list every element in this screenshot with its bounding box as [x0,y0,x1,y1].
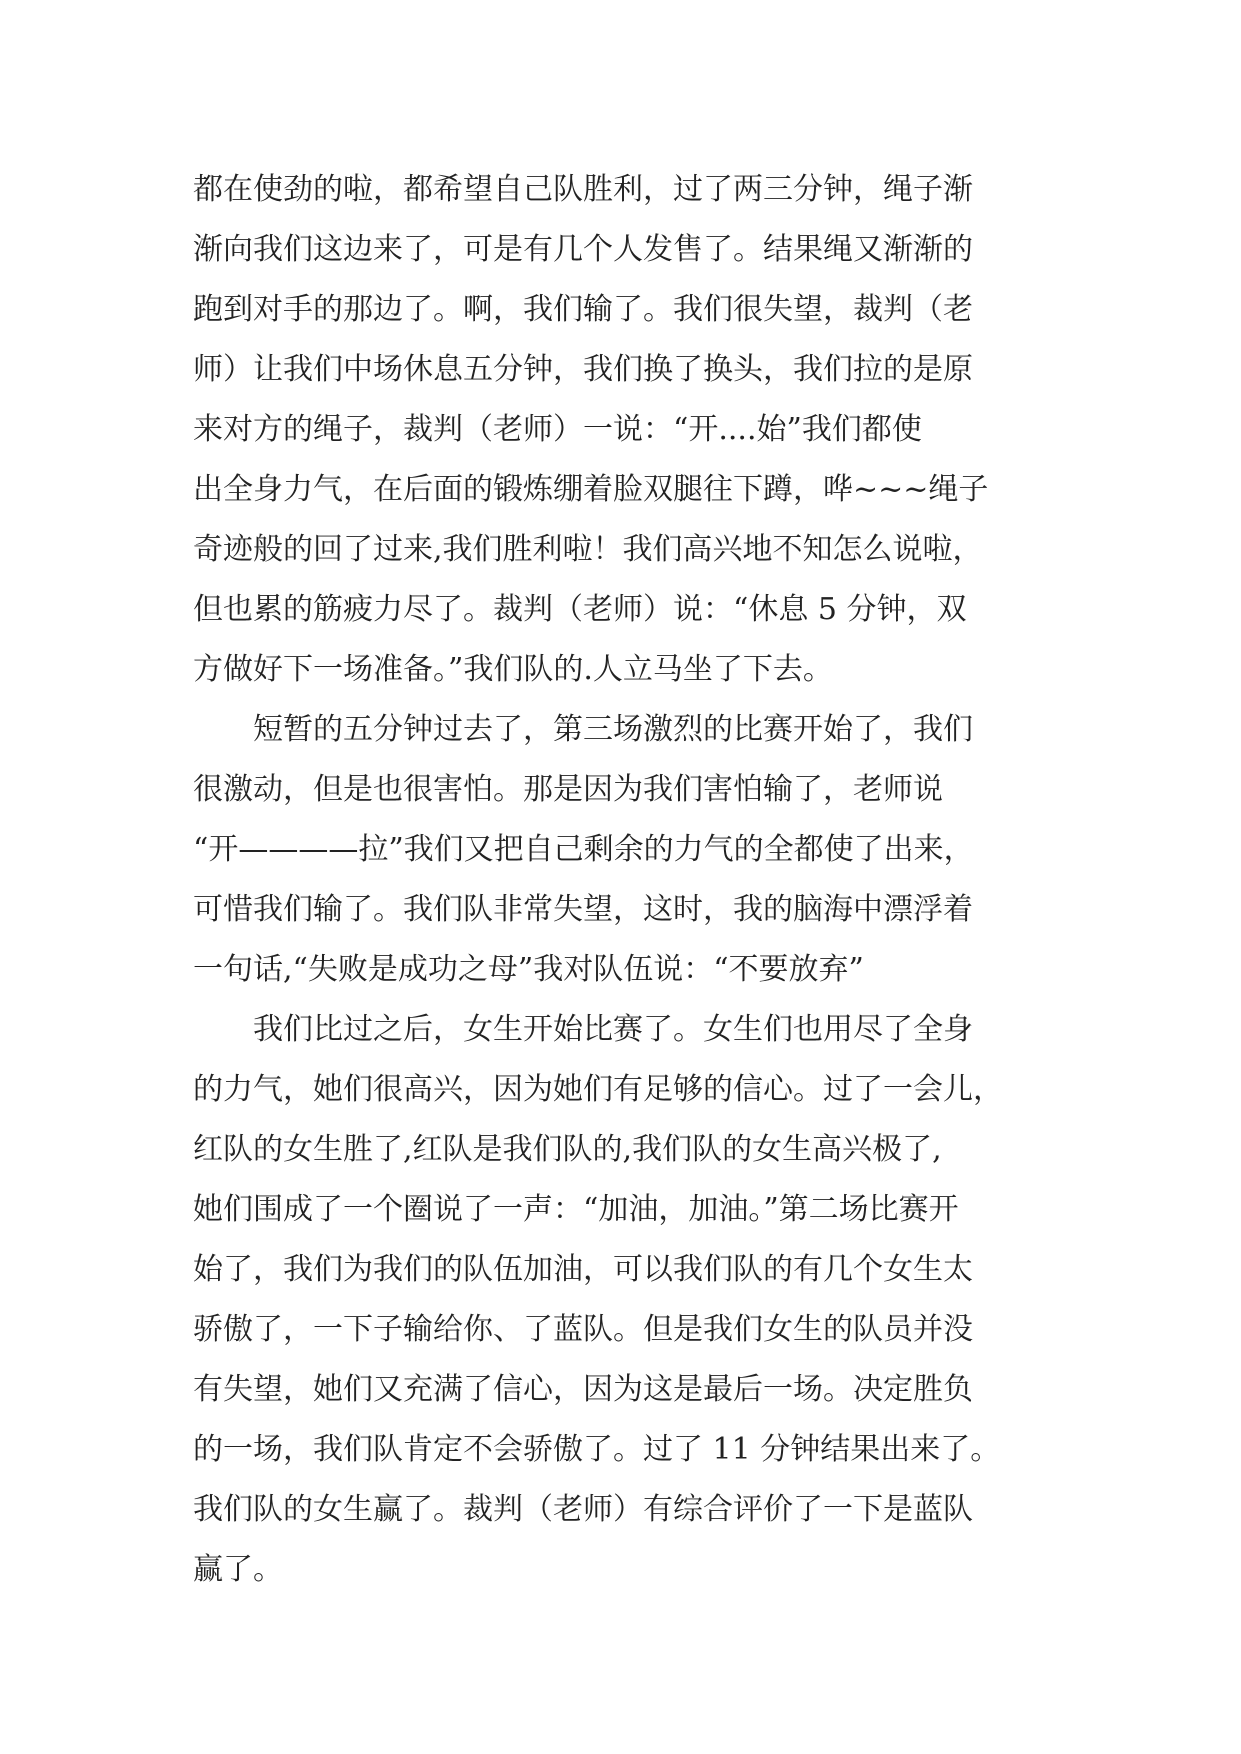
text-line: 师）让我们中场休息五分钟，我们换了换头，我们拉的是原 [193,352,973,387]
text-line: 我们比过之后，女生开始比赛了。女生们也用尽了全身 [193,1012,973,1047]
text-line: 她们围成了一个圈说了一声：“加油，加油。”第二场比赛开 [193,1192,959,1227]
text-line: 跑到对手的那边了。啊，我们输了。我们很失望，裁判（老 [193,292,973,327]
text-line: 方做好下一场准备。”我们队的.人立马坐了下去。 [193,652,833,687]
text-line: 都在使劲的啦，都希望自己队胜利，过了两三分钟，绳子渐 [193,172,973,207]
text-line: 有失望，她们又充满了信心，因为这是最后一场。决定胜负 [193,1372,973,1407]
text-line: 的力气，她们很高兴，因为她们有足够的信心。过了一会儿， [193,1072,1003,1107]
text-line: 渐向我们这边来了，可是有几个人发售了。结果绳又渐渐的 [193,232,973,267]
essay-body [193,160,1093,1600]
text-line: 红队的女生胜了,红队是我们队的,我们队的女生高兴极了, [193,1132,942,1167]
text-line: 出全身力气，在后面的锻炼绷着脸双腿往下蹲，哗~~~绳子 [193,472,989,507]
text-line: 奇迹般的回了过来,我们胜利啦！我们高兴地不知怎么说啦， [193,532,983,567]
text-line: 很激动，但是也很害怕。那是因为我们害怕输了，老师说 [193,772,943,807]
text-line: 骄傲了，一下子输给你、了蓝队。但是我们女生的队员并没 [193,1312,973,1347]
text-line: 赢了。 [193,1552,283,1587]
text-line: 但也累的筋疲力尽了。裁判（老师）说：“休息 5 分钟，双 [193,592,967,627]
text-line: 我们队的女生赢了。裁判（老师）有综合评价了一下是蓝队 [193,1492,973,1527]
text-line: 始了，我们为我们的队伍加油，可以我们队的有几个女生太 [193,1252,973,1287]
text-line: 可惜我们输了。我们队非常失望，这时，我的脑海中漂浮着 [193,892,973,927]
text-line: 一句话,“失败是成功之母”我对队伍说：“不要放弃” [193,952,864,987]
text-line: “开————拉”我们又把自己剩余的力气的全都使了出来， [193,832,974,867]
text-line: 来对方的绳子，裁判（老师）一说：“开....始”我们都使 [193,412,922,447]
text-line: 的一场，我们队肯定不会骄傲了。过了 11 分钟结果出来了。 [193,1432,1001,1467]
text-line: 短暂的五分钟过去了，第三场激烈的比赛开始了，我们 [193,712,973,747]
